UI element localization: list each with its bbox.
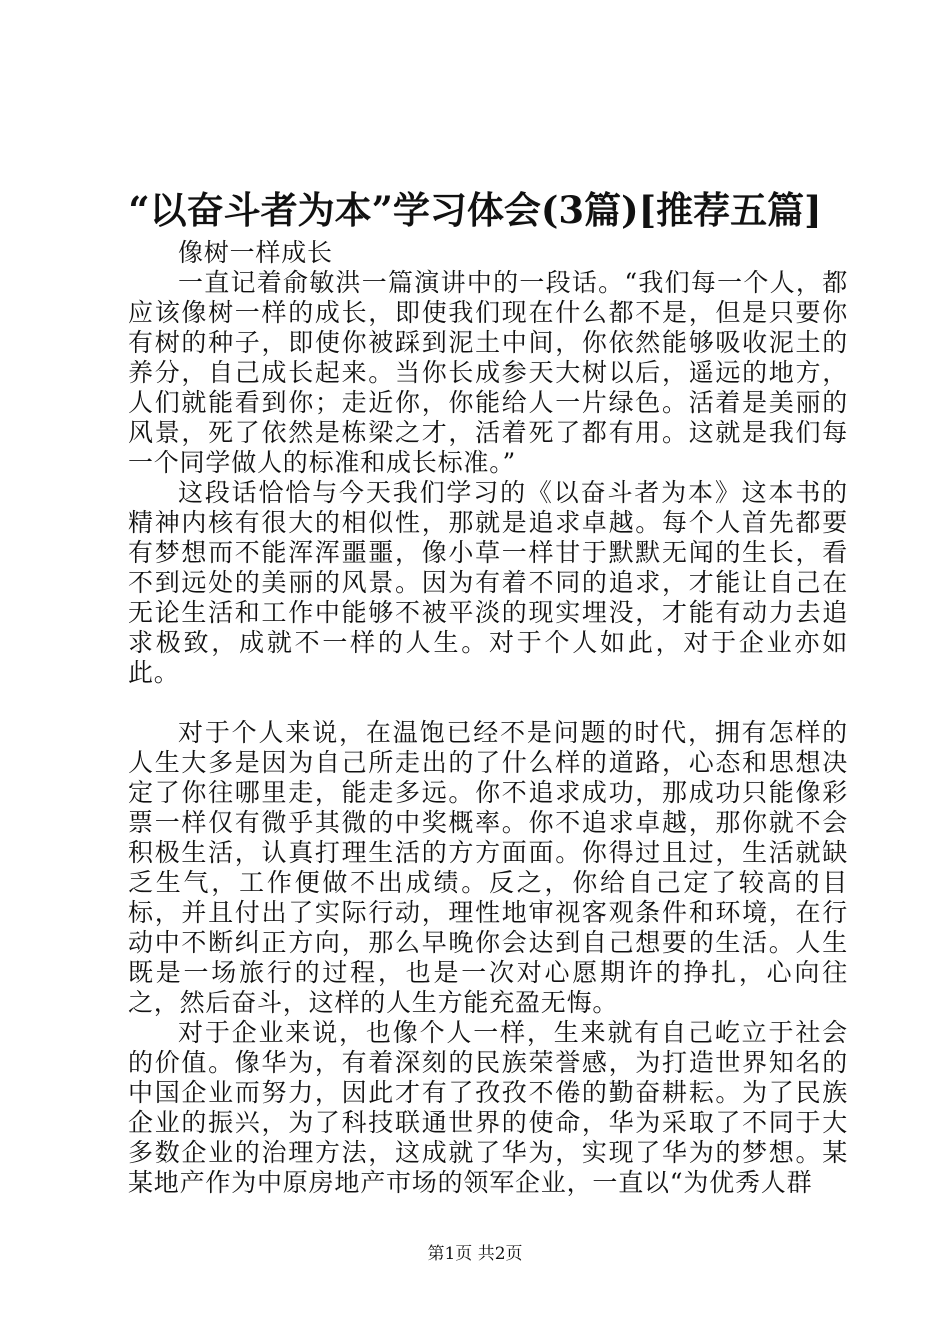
body-paragraph: 这段话恰恰与今天我们学习的《以奋斗者为本》这本书的精神内核有很大的相似性，那就是追求卓越。每个人首先都要有梦想而不能浑浑噩噩，像小草一样甘于默默无闻的生长，看不到远处的美丽的风景。因为有着不同的追求，才能让自己在无论生活和工作中能够不被平淡的现实埋没，才能有动力去追求极致，成就不一样的人生。对于个人如此，对于企业亦如此。 xyxy=(128,478,848,687)
body-paragraph: 一直记着俞敏洪一篇演讲中的一段话。“我们每一个人，都应该像树一样的成长，即使我们现在什么都不是，但是只要你有树的种子，即使你被踩到泥土中间，你依然能够吸收泥土的养分，自己成长起来。当你长成参天大树以后，遥远的地方，人们就能看到你；走近你，你能给人一片绿色。活着是美丽的风景，死了依然是栋梁之才，活着死了都有用。这就是我们每一个同学做人的标准和成长标准。” xyxy=(128,268,848,477)
section-heading: 像树一样成长 xyxy=(178,238,333,267)
body-paragraph: 对于个人来说，在温饱已经不是问题的时代，拥有怎样的人生大多是因为自己所走出的了什么样的道路，心态和思想决定了你往哪里走，能走多远。你不追求成功，那成功只能像彩票一样仅有微乎其微的中奖概率。你不追求卓越，那你就不会积极生活，认真打理生活的方方面面。你得过且过，生活就缺乏生气，工作便做不出成绩。反之，你给自己定了较高的目标，并且付出了实际行动，理性地审视客观条件和环境，在行动中不断纠正方向，那么早晚你会达到自己想要的生活。人生既是一场旅行的过程，也是一次对心愿期许的挣扎，心向往之，然后奋斗，这样的人生方能充盈无悔。 xyxy=(128,718,848,1017)
page-number-footer: 第1页 共2页 xyxy=(427,1244,523,1264)
document-title: “以奋斗者为本”学习体会(3篇)[推荐五篇] xyxy=(128,188,822,232)
document-body xyxy=(128,238,848,1198)
body-paragraph: 对于企业来说，也像个人一样，生来就有自己屹立于社会的价值。像华为，有着深刻的民族荣誉感，为打造世界知名的中国企业而努力，因此才有了孜孜不倦的勤奋耕耘。为了民族企业的振兴，为了科技联通世界的使命，华为采取了不同于大多数企业的治理方法，这成就了华为，实现了华为的梦想。某某地产作为中原房地产市场的领军企业，一直以“为优秀人群 xyxy=(128,1018,848,1197)
